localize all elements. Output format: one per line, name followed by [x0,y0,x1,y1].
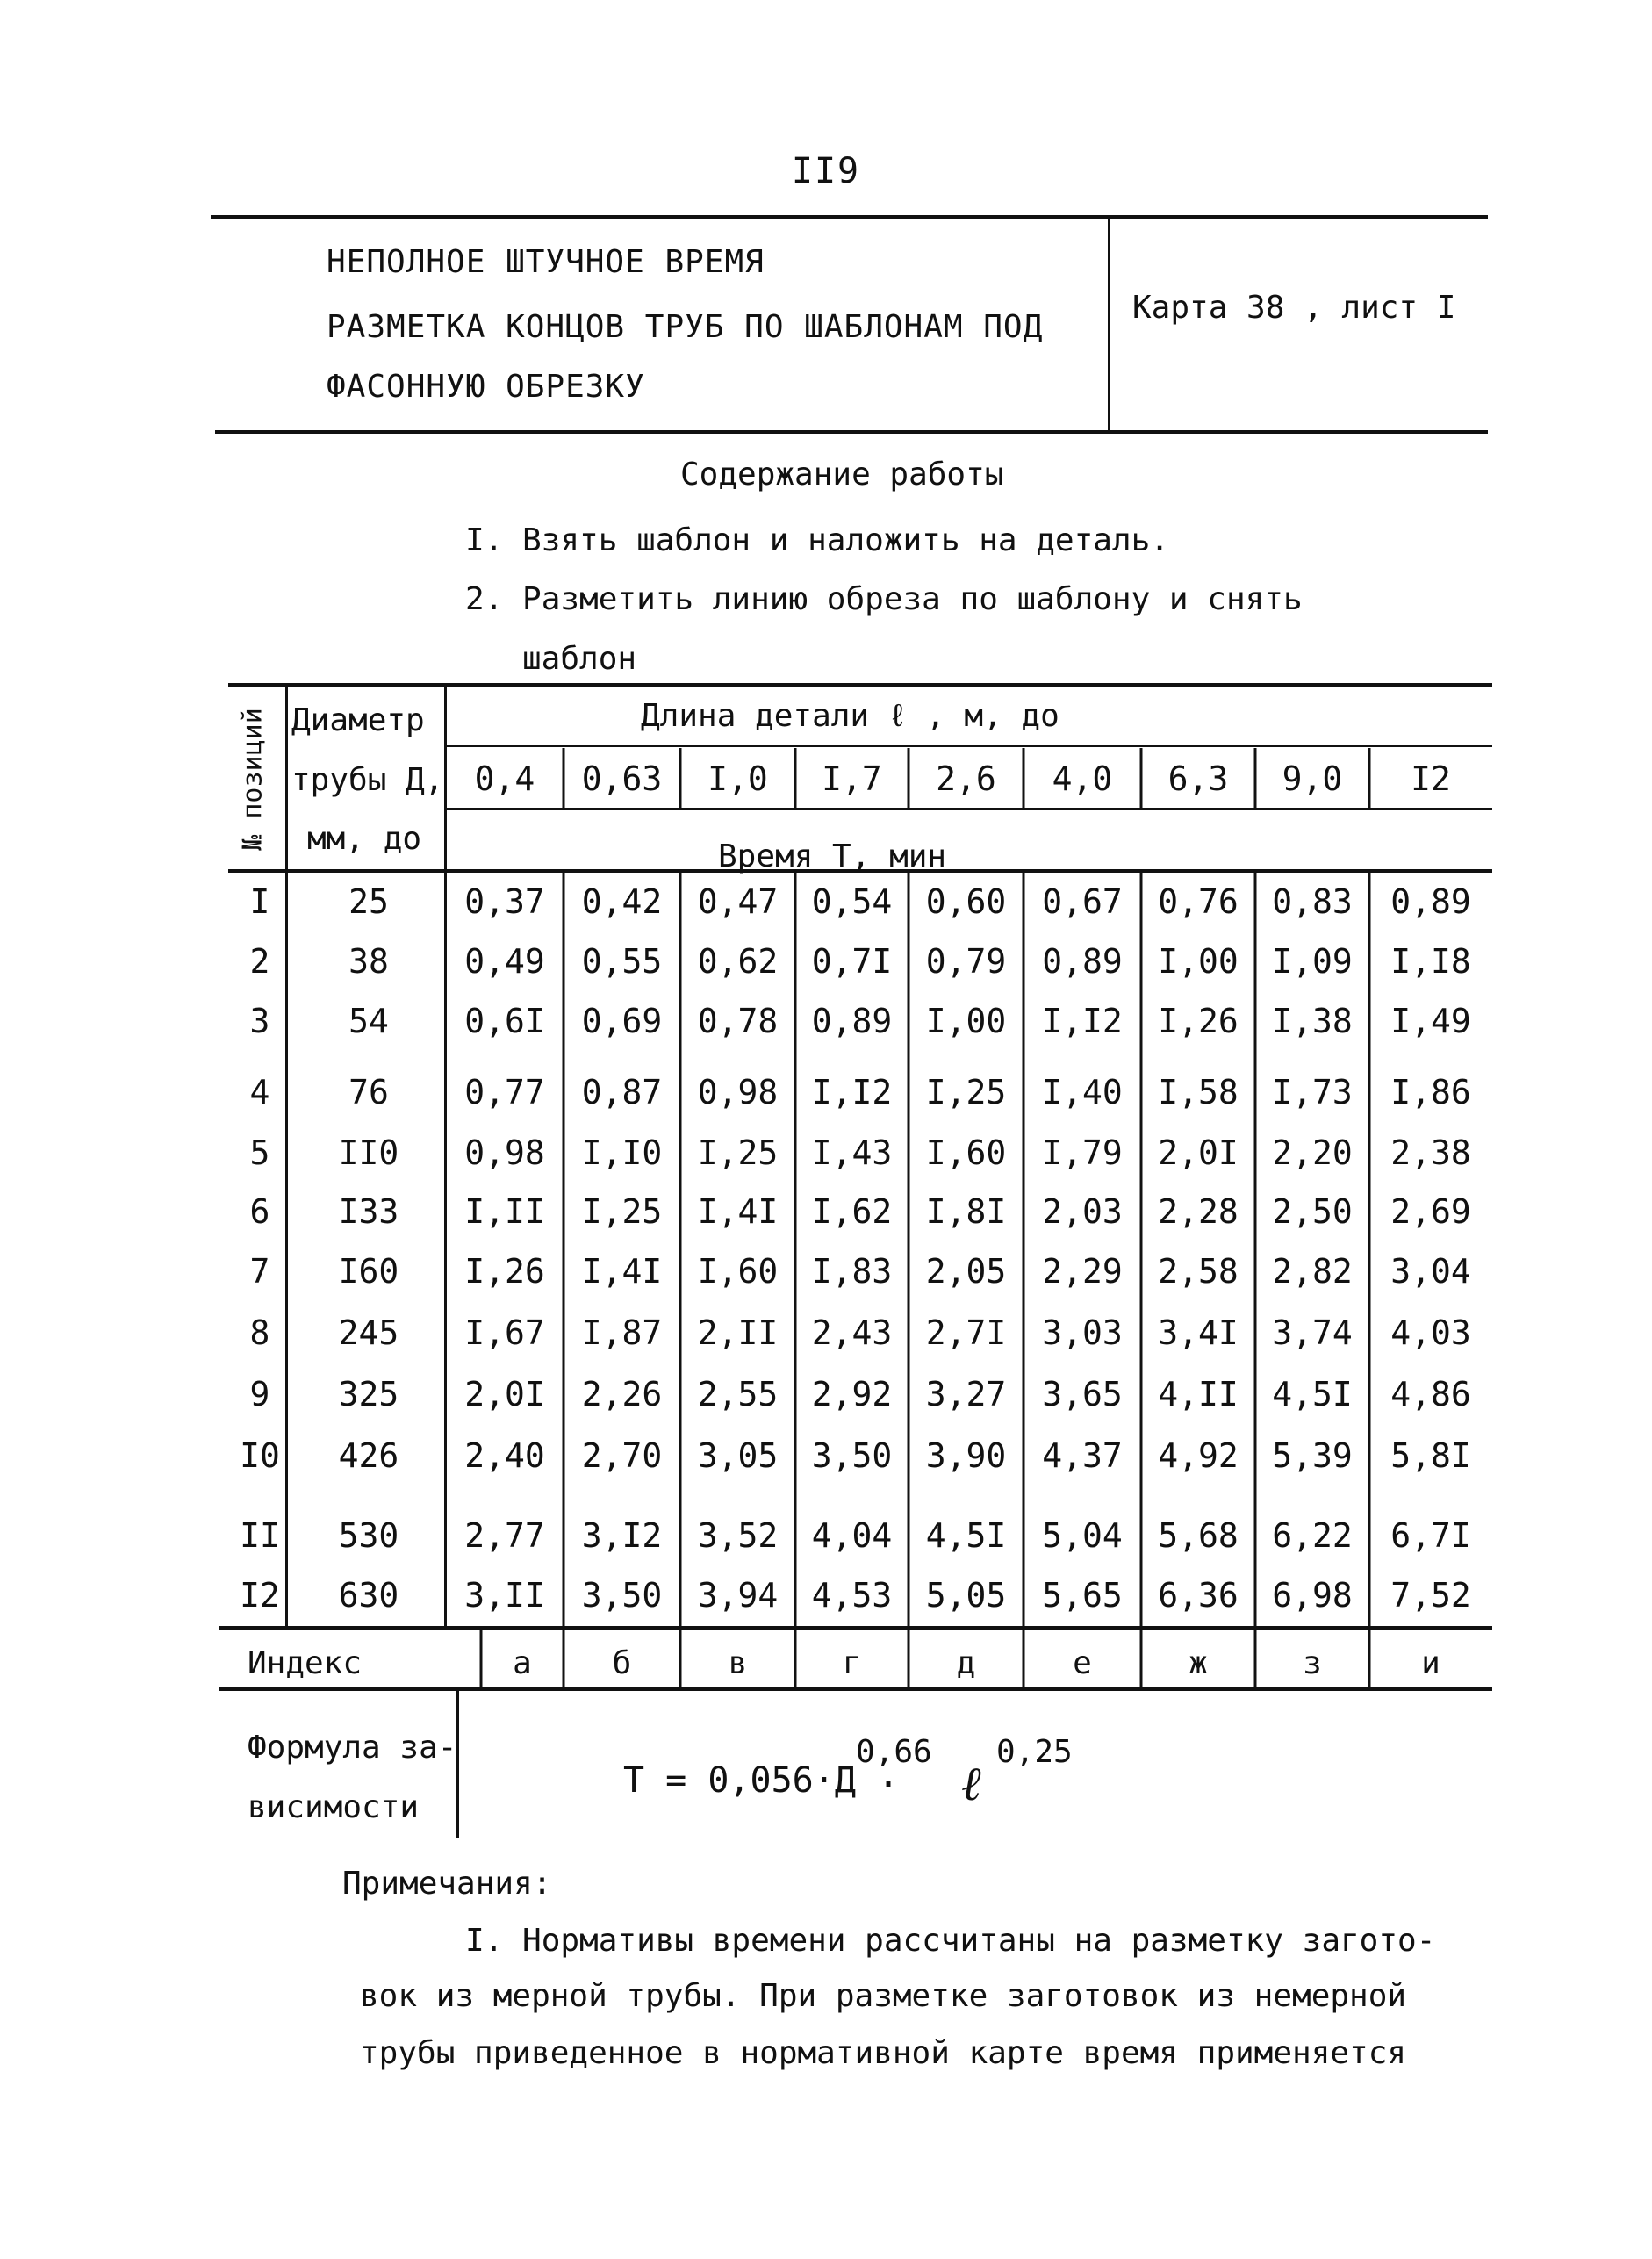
index-letter: б [612,1645,632,1681]
index-letter: в [728,1645,748,1681]
time-value-cell: 5,68 [1158,1516,1239,1555]
length-value: 6,3 [1167,759,1229,798]
card-reference: Карта 38 , лист I [1132,290,1456,326]
time-value-cell: 4,04 [811,1516,893,1555]
table-pos-divider [285,685,288,1626]
table-lengths-top-rule [446,745,1492,747]
formula-exponent-2: 0,25 [996,1734,1073,1770]
row-diameter: 245 [338,1313,399,1352]
time-value-cell: 3,I2 [581,1516,663,1555]
time-header: Время Т, мин [718,838,947,874]
row-position: 7 [249,1252,270,1291]
time-value-cell: 2,29 [1042,1252,1123,1291]
time-value-cell: 2,28 [1158,1192,1239,1231]
time-value-cell: 3,65 [1042,1375,1123,1414]
time-value-cell: 6,36 [1158,1576,1239,1615]
index-letter: г [842,1645,862,1681]
time-value-cell: I,62 [811,1192,893,1231]
time-value-cell: 0,89 [1042,942,1123,981]
row-position: 5 [249,1133,270,1172]
time-value-cell: 0,37 [464,882,545,921]
time-value-cell: 0,98 [464,1133,545,1172]
work-step-1: I. Взять шаблон и наложить на деталь. [465,522,1169,558]
time-value-cell: I,73 [1272,1073,1353,1112]
index-letter: а [513,1645,532,1681]
time-value-cell: 0,78 [697,1002,779,1040]
work-step-2-continued: шаблон [522,641,637,677]
time-value-cell: I,II [464,1192,545,1231]
header-title-line-1: НЕПОЛНОЕ ШТУЧНОЕ ВРЕМЯ [327,244,765,280]
table-top-rule [228,683,1492,687]
time-value-cell: 2,70 [581,1436,663,1475]
row-position: 6 [249,1192,270,1231]
time-value-cell: I,40 [1042,1073,1123,1112]
time-value-cell: 3,52 [697,1516,779,1555]
length-header: Длина детали ℓ , м, до [641,698,1059,734]
time-value-cell: 0,6I [464,1002,545,1040]
row-diameter: 630 [338,1576,399,1615]
work-content-title: Содержание работы [680,457,1004,493]
row-diameter: 25 [348,882,389,921]
time-value-cell: I,87 [581,1313,663,1352]
table-diam-divider [444,685,447,1626]
time-value-cell: I,60 [697,1252,779,1291]
row-position: 8 [249,1313,270,1352]
time-value-cell: 2,20 [1272,1133,1353,1172]
column-diameter-label-2: трубы Д, [291,762,444,798]
time-value-cell: 0,60 [925,882,1007,921]
time-value-cell: 3,90 [925,1436,1007,1475]
time-value-cell: 5,65 [1042,1576,1123,1615]
table-index-top-rule [219,1626,1492,1630]
formula-length-symbol: ℓ [961,1756,981,1811]
time-value-cell: I,25 [581,1192,663,1231]
row-position: 4 [249,1073,270,1112]
time-value-cell: I,I0 [581,1133,663,1172]
time-value-cell: I,09 [1272,942,1353,981]
time-value-cell: 3,4I [1158,1313,1239,1352]
formula-divider [456,1689,459,1838]
notes-title: Примечания: [342,1866,552,1902]
header-title-line-3: ФАСОННУЮ ОБРЕЗКУ [327,369,645,405]
time-value-cell: 2,43 [811,1313,893,1352]
time-value-cell: I,I8 [1390,942,1471,981]
header-divider [1108,217,1110,432]
row-position: I0 [240,1436,280,1475]
time-value-cell: 0,89 [1390,882,1471,921]
length-value: 2,6 [936,759,996,798]
time-value-cell: 0,83 [1272,882,1353,921]
time-value-cell: I,38 [1272,1002,1353,1040]
time-value-cell: 0,79 [925,942,1007,981]
time-value-cell: I,25 [925,1073,1007,1112]
time-value-cell: 0,87 [581,1073,663,1112]
time-value-cell: I,26 [464,1252,545,1291]
time-value-cell: 2,0I [464,1375,545,1414]
time-value-cell: I,4I [697,1192,779,1231]
row-diameter: I60 [338,1252,399,1291]
time-value-cell: 0,42 [581,882,663,921]
time-value-cell: 3,05 [697,1436,779,1475]
index-label: Индекс [248,1645,363,1681]
length-value: 0,63 [581,759,663,798]
time-value-cell: 3,50 [811,1436,893,1475]
length-value: I2 [1411,759,1451,798]
formula-label-1: Формула за- [248,1730,457,1766]
notes-line-1: I. Нормативы времени рассчитаны на разметку загото- [465,1923,1436,1959]
formula-label-2: висимости [248,1789,420,1825]
row-diameter: 76 [348,1073,389,1112]
time-value-cell: 2,82 [1272,1252,1353,1291]
time-value-cell: 5,04 [1042,1516,1123,1555]
length-value: 9,0 [1282,759,1343,798]
time-value-cell: I,83 [811,1252,893,1291]
time-value-cell: 2,92 [811,1375,893,1414]
time-value-cell: 6,98 [1272,1576,1353,1615]
page-number: II9 [791,151,861,191]
row-diameter: I33 [338,1192,399,1231]
time-value-cell: 4,5I [925,1516,1007,1555]
row-diameter: 426 [338,1436,399,1475]
time-value-cell: I,58 [1158,1073,1239,1112]
time-value-cell: 4,03 [1390,1313,1471,1352]
time-value-cell: 2,03 [1042,1192,1123,1231]
time-value-cell: 4,II [1158,1375,1239,1414]
time-value-cell: 0,98 [697,1073,779,1112]
time-value-cell: I,60 [925,1133,1007,1172]
time-value-cell: I,49 [1390,1002,1471,1040]
time-value-cell: 2,26 [581,1375,663,1414]
time-value-cell: 3,94 [697,1576,779,1615]
time-value-cell: 3,27 [925,1375,1007,1414]
index-letter: е [1073,1645,1092,1681]
time-value-cell: 5,8I [1390,1436,1471,1475]
time-value-cell: I,00 [1158,942,1239,981]
formula-exponent-1: 0,66 [856,1734,932,1770]
time-value-cell: I,I2 [1042,1002,1123,1040]
time-value-cell: I,00 [925,1002,1007,1040]
row-diameter: II0 [338,1133,399,1172]
time-value-cell: 2,38 [1390,1133,1471,1172]
time-value-cell: 2,69 [1390,1192,1471,1231]
formula-main: Т = 0,056·Д [623,1760,856,1801]
row-position: 3 [249,1002,270,1040]
time-value-cell: I,I2 [811,1073,893,1112]
time-value-cell: 0,77 [464,1073,545,1112]
table-lengths-bottom-rule [446,808,1492,810]
row-position: II [240,1516,280,1555]
time-value-cell: I,67 [464,1313,545,1352]
time-value-cell: 0,76 [1158,882,1239,921]
time-value-cell: 3,II [464,1576,545,1615]
time-value-cell: 4,5I [1272,1375,1353,1414]
time-value-cell: 3,03 [1042,1313,1123,1352]
time-value-cell: 4,37 [1042,1436,1123,1475]
row-position: I2 [240,1576,280,1615]
time-value-cell: I,4I [581,1252,663,1291]
time-value-cell: 0,89 [811,1002,893,1040]
time-value-cell: 3,74 [1272,1313,1353,1352]
index-letter: д [956,1645,976,1681]
time-value-cell: 5,39 [1272,1436,1353,1475]
row-diameter: 54 [348,1002,389,1040]
index-letter: и [1421,1645,1440,1681]
time-value-cell: 2,55 [697,1375,779,1414]
time-value-cell: 6,22 [1272,1516,1353,1555]
row-diameter: 530 [338,1516,399,1555]
time-value-cell: 0,55 [581,942,663,981]
table-index-bottom-rule [219,1687,1492,1691]
length-value: 4,0 [1052,759,1113,798]
time-value-cell: 2,58 [1158,1252,1239,1291]
row-diameter: 38 [348,942,389,981]
row-diameter: 325 [338,1375,399,1414]
header-bottom-rule [215,430,1488,434]
time-value-cell: 4,86 [1390,1375,1471,1414]
length-value: 0,4 [474,759,535,798]
row-position: I [249,882,270,921]
time-value-cell: 0,54 [811,882,893,921]
header-title-line-2: РАЗМЕТКА КОНЦОВ ТРУБ ПО ШАБЛОНАМ ПОД [327,309,1044,345]
time-value-cell: I,79 [1042,1133,1123,1172]
index-letter: з [1303,1645,1322,1681]
time-value-cell: 3,04 [1390,1252,1471,1291]
time-value-cell: 7,52 [1390,1576,1471,1615]
time-value-cell: 0,62 [697,942,779,981]
time-value-cell: 4,53 [811,1576,893,1615]
time-value-cell: 0,49 [464,942,545,981]
time-value-cell: 0,7I [811,942,893,981]
column-diameter-label-1: Диаметр [291,702,425,738]
header-top-rule [211,215,1488,219]
column-diameter-label-3: мм, до [307,821,422,857]
work-step-2: 2. Разметить линию обреза по шаблону и снять [465,581,1303,617]
index-letter: ж [1189,1645,1208,1681]
time-value-cell: I,43 [811,1133,893,1172]
row-position: 2 [249,942,270,981]
time-value-cell: 3,50 [581,1576,663,1615]
time-value-cell: 2,0I [1158,1133,1239,1172]
time-value-cell: I,8I [925,1192,1007,1231]
length-value: I,0 [707,759,768,798]
time-value-cell: 6,7I [1390,1516,1471,1555]
time-value-cell: 2,05 [925,1252,1007,1291]
time-value-cell: 2,77 [464,1516,545,1555]
length-value: I,7 [822,759,882,798]
time-value-cell: 0,67 [1042,882,1123,921]
time-value-cell: 5,05 [925,1576,1007,1615]
time-value-cell: 2,40 [464,1436,545,1475]
time-value-cell: I,25 [697,1133,779,1172]
time-value-cell: 2,II [697,1313,779,1352]
notes-line-2: вок из мерной трубы. При разметке заготовок из немерной [360,1978,1407,2014]
time-value-cell: 0,47 [697,882,779,921]
time-value-cell: 0,69 [581,1002,663,1040]
formula-dot: · [878,1765,900,1805]
time-value-cell: 2,50 [1272,1192,1353,1231]
row-position: 9 [249,1375,270,1414]
time-value-cell: I,26 [1158,1002,1239,1040]
notes-line-3: трубы приведенное в нормативной карте время применяется [360,2035,1407,2071]
time-value-cell: 2,7I [925,1313,1007,1352]
column-position-label: № позиций [237,708,269,851]
time-value-cell: I,86 [1390,1073,1471,1112]
time-value-cell: 4,92 [1158,1436,1239,1475]
